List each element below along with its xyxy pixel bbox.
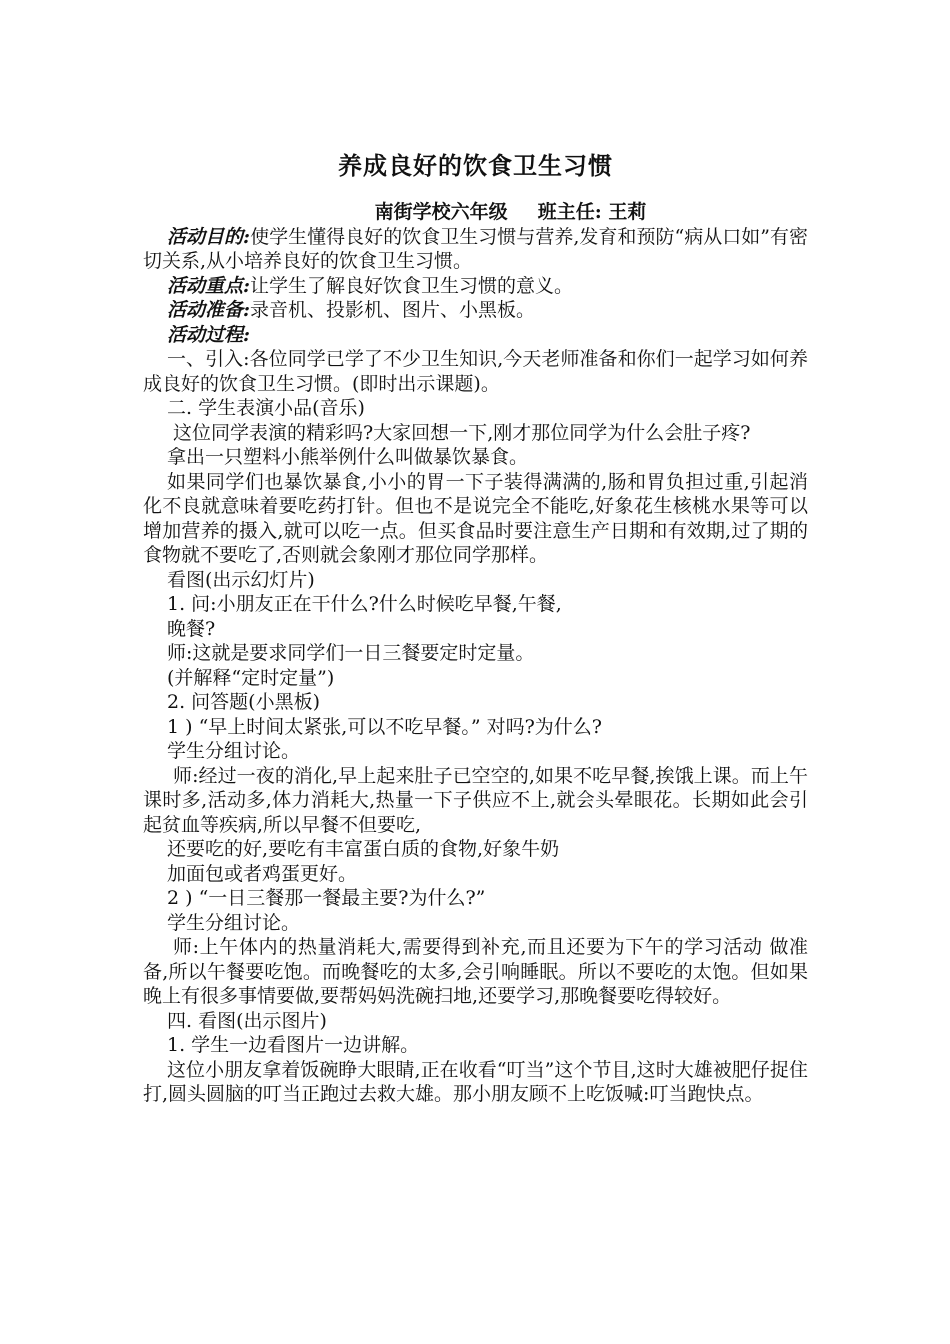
paragraph: 如果同学们也暴饮暴食,小小的胃一下子装得满满的,肠和胃负担过重,引起消化不良就意味着要吃药打针。但也不是说完全不能吃,好象花生核桃水果等可以增加营养的摄入,就可以吃一点。但买食品时要注意生产日期和有效期,过了期的食物就不要吃了,否则就会象刚才那位同学那样。	[143, 470, 808, 566]
focus-text: 让学生了解良好饮食卫生习惯的意义。	[250, 274, 574, 297]
paragraph: 二. 学生表演小品(音乐)	[167, 397, 365, 419]
paragraph: 这位小朋友拿着饭碗睁大眼睛,正在收看“叮当”这个节目,这时大雄被肥仔捉住打,圆头圆脑的叮当正跑过去救大雄。那小朋友顾不上吃饭喊:叮当跑快点。	[143, 1058, 808, 1105]
school-grade: 南街学校六年级	[374, 201, 508, 223]
paragraph: 2 ) “一日三餐那一餐最主要?为什么?”	[167, 887, 486, 909]
paragraph: 学生分组讨论。	[167, 911, 301, 934]
purpose-label: 活动目的:	[167, 225, 251, 248]
paragraph: 2. 问答题(小黑板)	[167, 691, 320, 713]
document-subtitle	[143, 200, 808, 225]
paragraph: 1 ) “早上时间太紧张,可以不吃早餐。” 对吗?为什么?	[167, 715, 602, 738]
class-teacher: 班主任: 王莉	[537, 201, 647, 223]
paragraph: 四. 看图(出示图片)	[167, 1009, 327, 1032]
paragraph: 1. 学生一边看图片一边讲解。	[167, 1034, 420, 1056]
activity-purpose	[143, 225, 808, 274]
paragraph: 师:经过一夜的消化,早上起来肚子已空空的,如果不吃早餐,挨饿上课。而上午课时多,活动多,体力消耗大,热量一下子供应不上,就会头晕眼花。长期如此会引起贫血等疾病,所以早餐不但要吃,	[143, 764, 808, 836]
document-page	[143, 150, 808, 1107]
paragraph: 拿出一只塑料小熊举例什么叫做暴饮暴食。	[167, 446, 529, 468]
prep-label: 活动准备:	[167, 299, 251, 321]
paragraph: 看图(出示幻灯片)	[167, 568, 315, 591]
paragraph: (并解释“定时定量”)	[167, 666, 335, 689]
paragraph: 学生分组讨论。	[167, 740, 301, 762]
paragraph: 这位同学表演的精彩吗?大家回想一下,刚才那位同学为什么会肚子疼?	[173, 421, 751, 444]
paragraph: 师:这就是要求同学们一日三餐要定时定量。	[167, 642, 535, 664]
process-label: 活动过程:	[167, 323, 251, 346]
paragraph: 加面包或者鸡蛋更好。	[167, 862, 358, 885]
paragraph: 师:上午体内的热量消耗大,需要得到补充,而且还要为下午的学习活动 做准备,所以午餐要吃饱。而晚餐吃的太多,会引响睡眠。所以不要吃的太饱。但如果晚上有很多事情要做,要帮妈妈洗碗扫地,还要学习,那晚餐要吃得较好。	[143, 936, 808, 1007]
document-title: 养成良好的饮食卫生习惯	[338, 151, 613, 180]
purpose-text: 使学生懂得良好的饮食卫生习惯与营养,发育和预防“病从口如”有密切关系,从小培养良好的饮食卫生习惯。	[143, 225, 809, 272]
activity-prep	[143, 298, 808, 323]
paragraph: 1. 问:小朋友正在干什么?什么时候吃早餐,午餐,	[167, 593, 562, 615]
prep-text: 录音机、投影机、图片、小黑板。	[250, 299, 536, 321]
focus-label: 活动重点:	[167, 274, 251, 297]
activity-focus	[143, 274, 808, 299]
paragraph: 一、引入:各位同学已学了不少卫生知识,今天老师准备和你们一起学习如何养成良好的饮食卫生习惯。(即时出示课题)。	[143, 348, 808, 395]
paragraph: 还要吃的好,要吃有丰富蛋白质的食物,好象牛奶	[167, 838, 560, 860]
paragraph: 晚餐?	[167, 617, 216, 640]
activity-process	[143, 323, 808, 348]
